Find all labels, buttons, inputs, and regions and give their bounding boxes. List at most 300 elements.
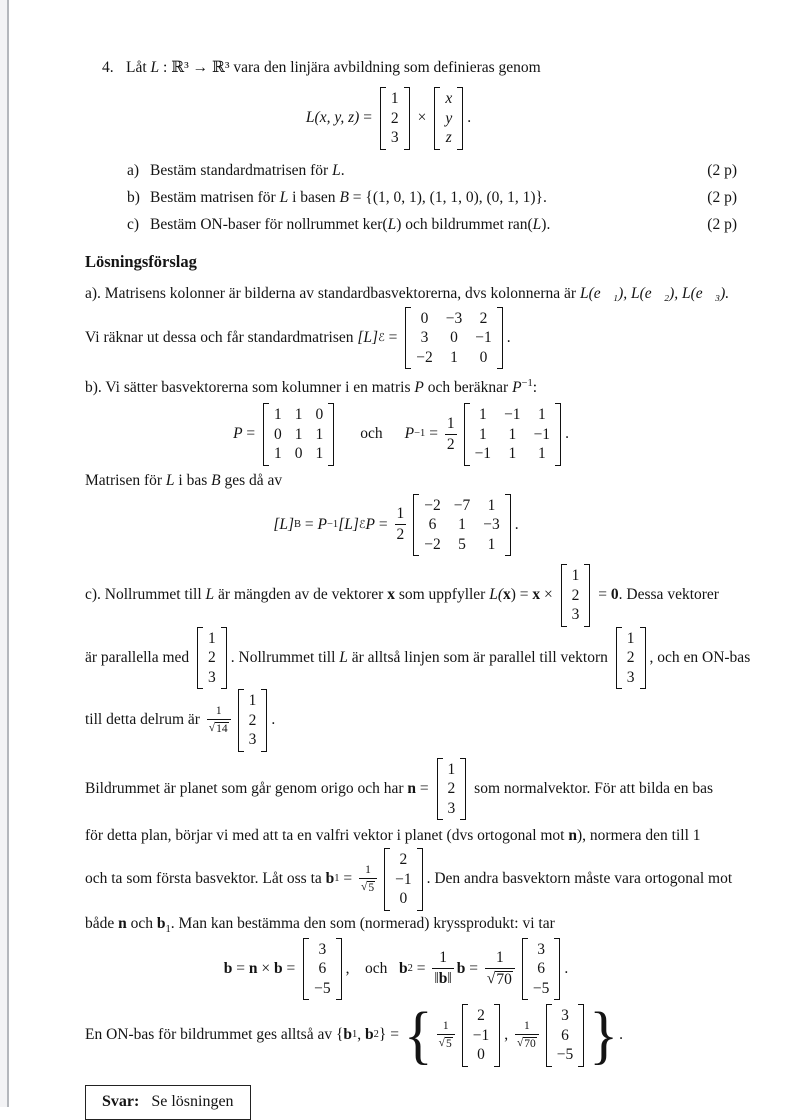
- fraction-one-half: [445, 416, 457, 453]
- item-a-text-end: .: [340, 161, 345, 179]
- matrix-body: [553, 1004, 578, 1067]
- item-b-text-end: = {(1, 0, 1), (1, 1, 0), (0, 1, 1)}.: [348, 188, 547, 206]
- item-a-points: (2 p): [707, 161, 737, 179]
- matrix-cell: 3: [248, 731, 257, 748]
- matrix-body: [420, 494, 504, 557]
- matrix-body: [623, 627, 639, 690]
- vector-b: [303, 938, 342, 1001]
- matrix-bracket: [460, 758, 466, 821]
- sol-c-text20: } =: [378, 1026, 403, 1044]
- matrix-L-in-basis-B: [413, 494, 511, 557]
- radicand: 70: [496, 970, 512, 988]
- sol-c-text4: . Dessa vektorer: [618, 586, 719, 604]
- norm-bar: ‖: [447, 970, 452, 987]
- fraction-numerator: 1: [215, 705, 222, 718]
- matrix-cell: 1: [478, 406, 487, 423]
- fraction-one-over-norm: [432, 950, 453, 987]
- vector-123: [380, 87, 410, 150]
- matrix-cell: −2: [416, 348, 433, 366]
- vector-123: [616, 627, 646, 690]
- sol-b-text3: Matrisen för: [85, 471, 166, 489]
- radicand: 70: [524, 1038, 536, 1050]
- intro-text-rest: : ℝ³ → ℝ³ vara den linjära avbildning som definieras genom: [159, 59, 541, 76]
- vector-b1: [384, 848, 423, 911]
- math-var-b1: b: [343, 1026, 353, 1044]
- subscript-1: 1: [165, 923, 171, 935]
- matrix-cell: 3: [626, 668, 635, 686]
- equals-sign: =: [339, 870, 357, 888]
- matrix-body: [529, 938, 554, 1001]
- matrix-cell: 2: [477, 1007, 485, 1024]
- matrix-body: [204, 627, 220, 690]
- sol-c-text18: . Man kan bestämma den som (normerad) kryssprodukt: vi tar: [170, 914, 555, 932]
- item-c-points: (2 p): [707, 215, 737, 233]
- equals-sign: =: [301, 515, 318, 533]
- matrix-bracket: [522, 938, 528, 1001]
- math-var-P-inv: P: [317, 515, 328, 533]
- matrix-cell: 1: [315, 425, 324, 443]
- matrix-cell: −5: [532, 979, 550, 997]
- fraction-numerator: 1: [365, 864, 371, 877]
- sol-b-text5: ges då av: [220, 471, 283, 489]
- intro-text: Låt: [126, 58, 151, 76]
- matrix-cell: 2: [399, 851, 408, 868]
- sol-c-text2: är mängden av de vektorer: [214, 586, 388, 604]
- math-var-L: L: [332, 161, 341, 179]
- matrix-cell: 3: [447, 799, 456, 817]
- matrix-cell: −7: [453, 496, 471, 514]
- math-var-x: x: [387, 586, 395, 604]
- math-var-b: b: [223, 959, 233, 977]
- matrix-body: [387, 87, 403, 150]
- matrix-cell: 2: [447, 780, 456, 797]
- solution-a-line2: Vi räknar ut dessa och får standardmatrisen [L] ℰ = 0 −3 2 3 0 −1 −2 1 0 .: [85, 307, 737, 370]
- matrix-cell: 1: [508, 425, 517, 443]
- matrix-cell: 1: [537, 406, 546, 423]
- matrix-bracket: [464, 403, 470, 466]
- sol-c-text14: och ta som första basvektor. Låt oss ta: [85, 870, 326, 888]
- sol-c-text7: är alltså linjen som är parallel till vektorn: [347, 648, 612, 666]
- comma: ,: [357, 1026, 366, 1044]
- matrix-bracket: [413, 494, 419, 557]
- matrix-cell: 1: [626, 629, 635, 647]
- sol-c-text12: för detta plan, börjar vi med att ta en valfri vektor i planet (dvs ortogonal mot: [85, 827, 569, 844]
- matrix-bracket: [328, 403, 334, 466]
- matrix-cell: 2: [248, 711, 257, 729]
- math-var-b2: b: [365, 1026, 374, 1044]
- math-var-P: P: [365, 515, 376, 533]
- page-edge-line: [7, 0, 9, 1107]
- equals-sign: =: [242, 425, 260, 443]
- matrix-bracket: [546, 1004, 552, 1067]
- matrix-cell: −1: [475, 329, 492, 346]
- solution-c-line4: [85, 758, 737, 821]
- sqrt-5: [361, 881, 375, 894]
- matrix-cell: 0: [450, 329, 458, 346]
- matrix-cell: 6: [428, 516, 437, 533]
- item-c-text-end: ).: [541, 215, 551, 233]
- comma: ,: [345, 959, 365, 977]
- equals-sign: =: [594, 586, 611, 604]
- sol-c-text15: . Den andra basvektorn måste vara ortogonal mot: [426, 870, 733, 888]
- fraction-numerator: 1: [446, 414, 455, 432]
- matrix-bracket: [584, 564, 590, 627]
- period: .: [565, 425, 569, 443]
- math-var-L: L: [165, 471, 175, 489]
- matrix-cell: 1: [447, 760, 456, 778]
- matrix-cell: 1: [458, 516, 466, 533]
- matrix-cell: 6: [537, 960, 545, 977]
- item-c-label: c): [127, 215, 140, 233]
- item-a-label: a): [127, 161, 140, 179]
- matrix-cell: 0: [274, 425, 282, 443]
- math-var-x: x: [503, 586, 511, 604]
- matrix-cell: −1: [395, 870, 412, 888]
- sol-c-text17: och: [126, 914, 157, 932]
- page-edge-strip: [0, 0, 7, 1107]
- big-right-brace: }: [589, 999, 619, 1071]
- math-L-open: L(: [489, 586, 504, 604]
- matrix-cell: 2: [571, 586, 580, 604]
- math-var-L: L: [387, 215, 397, 233]
- equation-LB: [L] B = P −1 [L] ℰ P = $\frac{1}{2}$ −2 −7 1 6 1 −3 −2 5 1 .: [85, 494, 737, 557]
- matrix-body: [441, 87, 456, 150]
- fraction-denominator: 2: [396, 526, 405, 543]
- matrix-cell: y: [445, 109, 453, 127]
- solution-c-line6: och ta som första basvektor. Låt oss ta b 1 = 1 √ 5 2 −1 0 . Den andra basvektorn måste vara ortogonal mot: [85, 848, 737, 911]
- matrix-bracket: [221, 627, 227, 690]
- matrix-cell: 1: [294, 425, 303, 443]
- definition-equation: [85, 87, 737, 150]
- matrix-cell: 1: [248, 692, 257, 709]
- matrix-cell: −5: [556, 1046, 574, 1063]
- matrix-bracket: [434, 87, 440, 150]
- matrix-bracket: [238, 689, 244, 752]
- matrix-cell: −2: [424, 496, 441, 514]
- math-var-b1: b: [156, 914, 166, 932]
- colon: :: [532, 379, 538, 396]
- sol-b-text4: i bas: [174, 471, 212, 489]
- vector-123: [561, 564, 591, 627]
- radical-sign: √: [486, 969, 496, 987]
- matrix-cell: z: [445, 129, 452, 146]
- bracket-L-epsilon: [L]: [338, 515, 359, 533]
- matrix-bracket: [261, 689, 267, 752]
- equation-P-and-Pinv: P = 1 1 0 0 1 1 1 0 1 och P −1 = $\frac{1}{2}$ 1 −1 1 1 1 −1 −1 1 1 .: [85, 403, 737, 466]
- matrix-bracket: [336, 938, 342, 1001]
- vector-xyz: [434, 87, 463, 150]
- matrix-standard: [405, 307, 503, 370]
- fraction-numerator: 1: [524, 1020, 530, 1033]
- solution-c-line2: [85, 627, 751, 690]
- answer-text: Se lösningen: [151, 1092, 234, 1110]
- equals-sign: =: [375, 515, 392, 533]
- item-b-label: b): [127, 188, 140, 206]
- math-var-x: x: [532, 586, 541, 604]
- fraction-one-over-sqrt5: [359, 864, 377, 894]
- matrix-cell: 6: [561, 1026, 569, 1044]
- period: .: [564, 959, 569, 977]
- radical-sign: √: [361, 881, 368, 893]
- equals-sign: =: [425, 425, 442, 443]
- matrix-cell: −1: [533, 425, 551, 443]
- radical-sign: √: [208, 722, 216, 734]
- math-var-b1: b: [325, 870, 335, 888]
- vector-b2: [522, 938, 561, 1001]
- fraction-one-half: [395, 506, 407, 543]
- answer-label: Svar:: [102, 1092, 140, 1110]
- fraction-denominator: [437, 1034, 455, 1050]
- sol-c-text5: är parallella med: [85, 648, 194, 666]
- matrix-bracket: [437, 758, 443, 821]
- matrix-bracket: [197, 627, 203, 690]
- equals-sign: =: [465, 959, 482, 977]
- matrix-bracket: [640, 627, 646, 690]
- matrix-cell: 0: [294, 445, 303, 462]
- item-b-text: Bestäm matrisen för: [150, 188, 280, 206]
- equals-sign: =: [359, 109, 376, 127]
- matrix-body: [568, 564, 584, 627]
- matrix-cell: 1: [274, 406, 282, 423]
- matrix-cell: 1: [315, 445, 324, 462]
- item-c-text2: ) och bildrummet ran(: [396, 215, 533, 233]
- answer-box: [85, 1085, 251, 1120]
- item-c: [127, 216, 737, 234]
- math-var-b: b: [456, 959, 466, 977]
- math-var-P-inv: P: [512, 379, 522, 396]
- bracket-L: [L]: [357, 328, 379, 346]
- matrix-cell: 1: [487, 535, 496, 553]
- math-var-n: n: [248, 959, 258, 977]
- matrix-bracket: [555, 403, 561, 466]
- matrix-cell: 0: [477, 1046, 485, 1063]
- matrix-bracket: [462, 1004, 468, 1067]
- matrix-body: [391, 848, 416, 911]
- solution-heading: Lösningsförslag: [85, 251, 197, 271]
- matrix-cell: 1: [274, 445, 282, 462]
- matrix-body: [412, 307, 496, 370]
- matrix-bracket: [616, 627, 622, 690]
- matrix-cell: 1: [208, 629, 216, 647]
- matrix-P-inverse: [464, 403, 562, 466]
- vector-b1: [462, 1004, 501, 1067]
- fraction-numerator: 1: [495, 948, 504, 966]
- item-b-points: (2 p): [707, 188, 737, 206]
- matrix-cell: 3: [390, 129, 399, 146]
- fraction-denominator: [207, 719, 231, 735]
- math-var-b: b: [438, 970, 448, 987]
- item-c-text: Bestäm ON-baser för nollrummet ker(: [150, 215, 388, 233]
- matrix-cell: 0: [399, 890, 408, 907]
- matrix-cell: 3: [561, 1007, 569, 1024]
- matrix-cell: 2: [479, 309, 488, 327]
- math-zero-vector: 0: [610, 586, 619, 604]
- sol-c-text11: som normalvektor. För att bilda en bas: [470, 779, 714, 797]
- matrix-body: [270, 403, 327, 466]
- matrix-cell: −1: [504, 406, 521, 423]
- item-b-text2: i basen: [288, 188, 340, 206]
- matrix-bracket: [384, 848, 390, 911]
- solution-c-line1: [85, 564, 737, 627]
- math-var-L: L: [532, 215, 542, 233]
- fraction-numerator: 1: [396, 505, 405, 523]
- word-och: och: [365, 959, 400, 977]
- matrix-cell: 1: [390, 90, 399, 107]
- math-var-B: B: [211, 471, 221, 489]
- matrix-cell: −1: [472, 1026, 490, 1044]
- math-var-b: b: [274, 959, 283, 977]
- item-b: [127, 189, 737, 207]
- period: .: [619, 1026, 623, 1044]
- solution-c-line3: [85, 689, 737, 752]
- matrix-cell: 5: [458, 535, 466, 553]
- fraction-one-over-sqrt70: [515, 1020, 539, 1050]
- matrix-body: [469, 1004, 494, 1067]
- sol-c-text3: som uppfyller: [394, 586, 490, 604]
- equals-sign: =: [384, 328, 402, 346]
- period: .: [514, 515, 519, 533]
- period: .: [271, 711, 276, 729]
- matrix-bracket: [263, 403, 269, 466]
- sol-a-text: a). Matrisens kolonner är bilderna av standardbasvektorerna, dvs kolonnerna är: [85, 284, 580, 302]
- norm-bar: ‖: [434, 970, 439, 987]
- sqrt-70: [517, 1037, 537, 1050]
- equals-sign: =: [416, 779, 433, 797]
- matrix-bracket: [578, 1004, 584, 1067]
- math-var-n: n: [407, 779, 417, 797]
- equals-sign: =: [232, 959, 249, 977]
- matrix-cell: 2: [626, 649, 635, 666]
- matrix-body: [310, 938, 335, 1001]
- math-var-n: n: [118, 914, 127, 932]
- solution-c-onbas-line: En ON-bas för bildrummet ges alltså av { b 1 , b 2 } = { 1 √ 5 2 −1 0 , 1 √ 70 3 6 −5 } .: [85, 999, 623, 1071]
- superscript-minus-one: −1: [521, 377, 533, 389]
- solution-b-line1: [85, 379, 737, 397]
- solution-c-line7: [85, 915, 737, 933]
- fraction-denominator: [515, 1034, 539, 1050]
- item-a: [127, 162, 737, 180]
- page-content: [85, 58, 751, 1120]
- sqrt-14: [209, 722, 229, 735]
- math-var-b2: b: [399, 959, 408, 977]
- solution-c-line5: [85, 827, 737, 845]
- matrix-cell: 3: [571, 606, 580, 623]
- vector-b2: [546, 1004, 585, 1067]
- matrix-cell: x: [445, 90, 453, 107]
- matrix-cell: 2: [208, 649, 216, 666]
- sol-c-text6: . Nollrummet till: [230, 648, 340, 666]
- sol-c-text16: både: [85, 914, 119, 932]
- matrix-cell: 6: [318, 960, 327, 977]
- sol-c-text8: , och en ON-bas: [649, 648, 751, 666]
- fraction-one-over-sqrt70: [485, 950, 515, 988]
- matrix-cell: −1: [474, 445, 492, 462]
- sqrt-70: [487, 971, 513, 988]
- math-close-equals: ) =: [510, 586, 533, 604]
- matrix-cell: 3: [208, 668, 216, 686]
- radicand: 5: [445, 1038, 452, 1050]
- matrix-body: [444, 758, 460, 821]
- fraction-numerator: 1: [442, 1020, 449, 1033]
- sol-a-math: L(e⃗₁), L(e⃗₂), L(e⃗₃).: [579, 284, 730, 302]
- matrix-cell: 1: [571, 567, 580, 584]
- matrix-cell: 0: [420, 309, 429, 327]
- matrix-cell: 3: [537, 940, 545, 958]
- matrix-cell: 1: [294, 406, 303, 423]
- cross-product-sign: ×: [417, 109, 427, 127]
- math-var-n: n: [568, 827, 577, 844]
- matrix-cell: 0: [479, 348, 488, 366]
- fraction-one-over-sqrt14: [207, 705, 231, 735]
- sol-a-text2: Vi räknar ut dessa och får standardmatrisen: [85, 328, 358, 346]
- matrix-bracket: [494, 1004, 500, 1067]
- matrix-bracket: [417, 848, 423, 911]
- matrix-cell: −5: [314, 979, 331, 997]
- matrix-body: [245, 689, 261, 752]
- sol-c-text19: En ON-bas för bildrummet ges alltså av {: [85, 1026, 344, 1044]
- matrix-cell: 1: [478, 425, 487, 443]
- matrix-bracket: [561, 564, 567, 627]
- matrix-bracket: [457, 87, 463, 150]
- item-a-text: Bestäm standardmatrisen för: [150, 161, 333, 179]
- cross-product-sign: ×: [540, 586, 557, 604]
- math-var-L: L: [205, 586, 215, 604]
- sol-c-text10: Bildrummet är planet som går genom origo och har: [85, 779, 408, 797]
- math-var-B: B: [339, 188, 349, 206]
- bracket-L-B: [L]: [273, 515, 295, 533]
- math-var-L: L: [279, 188, 289, 206]
- matrix-bracket: [303, 938, 309, 1001]
- matrix-bracket: [404, 87, 410, 150]
- fraction-denominator: [432, 968, 453, 987]
- problem-number: 4.: [102, 58, 114, 76]
- radicand: 14: [216, 723, 228, 735]
- matrix-bracket: [554, 938, 560, 1001]
- sol-c-text13: ), normera den till 1: [577, 827, 701, 844]
- matrix-body: [471, 403, 555, 466]
- vector-123: [197, 627, 227, 690]
- matrix-cell: −2: [424, 535, 441, 553]
- matrix-bracket: [405, 307, 411, 370]
- matrix-cell: 0: [315, 406, 324, 423]
- sol-c-text9: till detta delrum är: [85, 711, 204, 729]
- equals-sign: =: [282, 959, 300, 977]
- cross-product-sign: ×: [257, 959, 274, 977]
- fraction-one-over-sqrt5: [437, 1020, 455, 1050]
- vector-123: [238, 689, 268, 752]
- sol-c-text: c). Nollrummet till: [85, 586, 206, 604]
- period: .: [506, 328, 511, 346]
- math-var-P-inv: P: [404, 425, 415, 443]
- matrix-bracket: [380, 87, 386, 150]
- equals-sign: =: [412, 959, 430, 977]
- period: .: [467, 109, 472, 127]
- sol-b-text2: och beräknar: [423, 379, 513, 396]
- matrix-cell: 1: [508, 445, 517, 462]
- fraction-denominator: 2: [446, 435, 455, 453]
- math-var-L: L: [339, 648, 348, 666]
- problem-intro: [85, 58, 737, 77]
- vector-123: [437, 758, 467, 821]
- big-left-brace: {: [403, 999, 433, 1071]
- solution-a-line1: [85, 285, 737, 303]
- matrix-cell: −3: [483, 516, 500, 533]
- equation-cross-product: b = n × b = 3 6 −5 , och b 2 = 1 ‖ b ‖ b = 1 √ 70 3 6 −5 .: [85, 938, 737, 1001]
- comma: ,: [504, 1026, 512, 1044]
- sqrt-5: [439, 1037, 453, 1050]
- equation-lhs: L(x, y, z): [305, 109, 360, 127]
- sol-b-text: b). Vi sätter basvektorerna som kolumner i en matris: [85, 379, 415, 396]
